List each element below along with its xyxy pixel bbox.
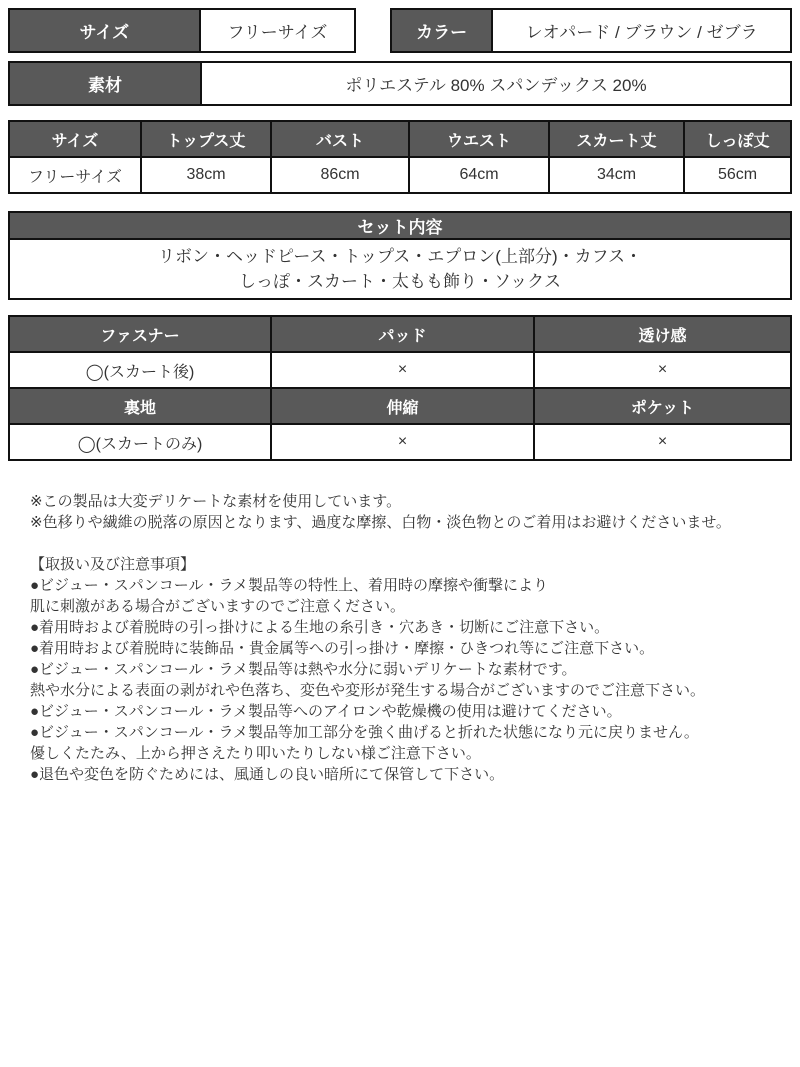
feature-value-cell: × bbox=[534, 352, 791, 388]
size-chart-data-cell: 34cm bbox=[549, 157, 684, 193]
care-note-line: 熱や水分による表面の剥がれや色落ち、変色や変形が発生する場合がございますのでご注意下さい。 bbox=[30, 682, 706, 699]
care-note-line: ●ビジュー・スパンコール・ラメ製品等加工部分を強く曲げると折れた状態になり元に戻りません。 bbox=[30, 724, 699, 741]
feature-header-cell: ファスナー bbox=[9, 316, 271, 352]
feature-header-cell: 裏地 bbox=[9, 388, 271, 424]
feature-value-cell: ◯(スカート後) bbox=[9, 352, 271, 388]
spacer bbox=[356, 8, 390, 9]
color-label-cell: カラー bbox=[391, 9, 492, 52]
features-header-row bbox=[9, 388, 791, 424]
features-header-row bbox=[9, 316, 791, 352]
size-chart-header-row bbox=[9, 121, 791, 157]
spacer bbox=[8, 194, 792, 211]
color-spec-table bbox=[390, 8, 792, 53]
size-chart-data-cell: 86cm bbox=[271, 157, 409, 193]
size-chart-data-cell: 38cm bbox=[141, 157, 271, 193]
feature-value-cell: × bbox=[271, 424, 534, 460]
size-chart-header-cell: トップス丈 bbox=[141, 121, 271, 157]
feature-header-cell: ポケット bbox=[534, 388, 791, 424]
care-note-line: ●ビジュー・スパンコール・ラメ製品等は熱や水分に弱いデリケートな素材です。 bbox=[30, 661, 577, 678]
set-contents-body bbox=[9, 239, 791, 299]
set-contents-table bbox=[8, 211, 792, 300]
feature-value-cell: × bbox=[534, 424, 791, 460]
spacer bbox=[8, 106, 792, 120]
size-chart-header-cell: しっぽ丈 bbox=[684, 121, 791, 157]
material-value-cell: ポリエステル 80% スパンデックス 20% bbox=[201, 62, 791, 105]
set-contents-line: リボン・ヘッドピース・トップス・エプロン(上部分)・カフス・ bbox=[158, 247, 642, 266]
size-chart-header-cell: サイズ bbox=[9, 121, 141, 157]
feature-value-cell: × bbox=[271, 352, 534, 388]
care-note-line bbox=[30, 533, 782, 554]
feature-header-cell: 伸縮 bbox=[271, 388, 534, 424]
size-color-row bbox=[8, 8, 792, 53]
care-note-line: ●ビジュー・スパンコール・ラメ製品等へのアイロンや乾燥機の使用は避けてください。 bbox=[30, 703, 622, 720]
features-value-row bbox=[9, 352, 791, 388]
size-chart-header-cell: ウエスト bbox=[409, 121, 549, 157]
size-chart-header-cell: スカート丈 bbox=[549, 121, 684, 157]
size-value-cell: フリーサイズ bbox=[200, 9, 356, 52]
features-table bbox=[8, 315, 792, 461]
size-chart-data-row bbox=[9, 157, 791, 193]
features-value-row bbox=[9, 424, 791, 460]
material-label-cell: 素材 bbox=[9, 62, 201, 105]
material-table bbox=[8, 61, 792, 106]
feature-value-cell: ◯(スカートのみ) bbox=[9, 424, 271, 460]
care-note-line: 優しくたたみ、上から押さえたり叩いたりしない様ご注意下さい。 bbox=[30, 745, 481, 762]
spacer bbox=[8, 53, 792, 61]
size-chart-data-cell: フリーサイズ bbox=[9, 157, 141, 193]
set-contents-title: セット内容 bbox=[9, 212, 791, 239]
care-note-line: 【取扱い及び注意事項】 bbox=[30, 556, 196, 573]
size-label-cell: サイズ bbox=[9, 9, 200, 52]
care-note-line: ●着用時および着脱時の引っ掛けによる生地の糸引き・穴あき・切断にご注意下さい。 bbox=[30, 619, 610, 636]
size-chart-header-cell: バスト bbox=[271, 121, 409, 157]
care-notes bbox=[30, 491, 782, 785]
size-chart-data-cell: 64cm bbox=[409, 157, 549, 193]
set-contents-line: しっぽ・スカート・太もも飾り・ソックス bbox=[239, 272, 561, 291]
care-note-line: ●退色や変色を防ぐためには、風通しの良い暗所にて保管して下さい。 bbox=[30, 766, 505, 783]
size-spec-table bbox=[8, 8, 356, 53]
feature-header-cell: 透け感 bbox=[534, 316, 791, 352]
care-note-line: ※この製品は大変デリケートな素材を使用しています。 bbox=[30, 493, 402, 510]
spacer bbox=[8, 300, 792, 315]
care-note-line: ※色移りや繊維の脱落の原因となります、過度な摩擦、白物・淡色物とのご着用はお避けくださいませ。 bbox=[30, 514, 731, 531]
care-note-line: 肌に刺激がある場合がございますのでご注意ください。 bbox=[30, 598, 406, 615]
care-note-line: ●着用時および着脱時に装飾品・貴金属等への引っ掛け・摩擦・ひきつれ等にご注意下さい。 bbox=[30, 640, 655, 657]
care-note-line: ●ビジュー・スパンコール・ラメ製品等の特性上、着用時の摩擦や衝撃により bbox=[30, 577, 549, 594]
size-chart-table bbox=[8, 120, 792, 194]
color-value-cell: レオパード / ブラウン / ゼブラ bbox=[492, 9, 791, 52]
feature-header-cell: パッド bbox=[271, 316, 534, 352]
size-chart-data-cell: 56cm bbox=[684, 157, 791, 193]
